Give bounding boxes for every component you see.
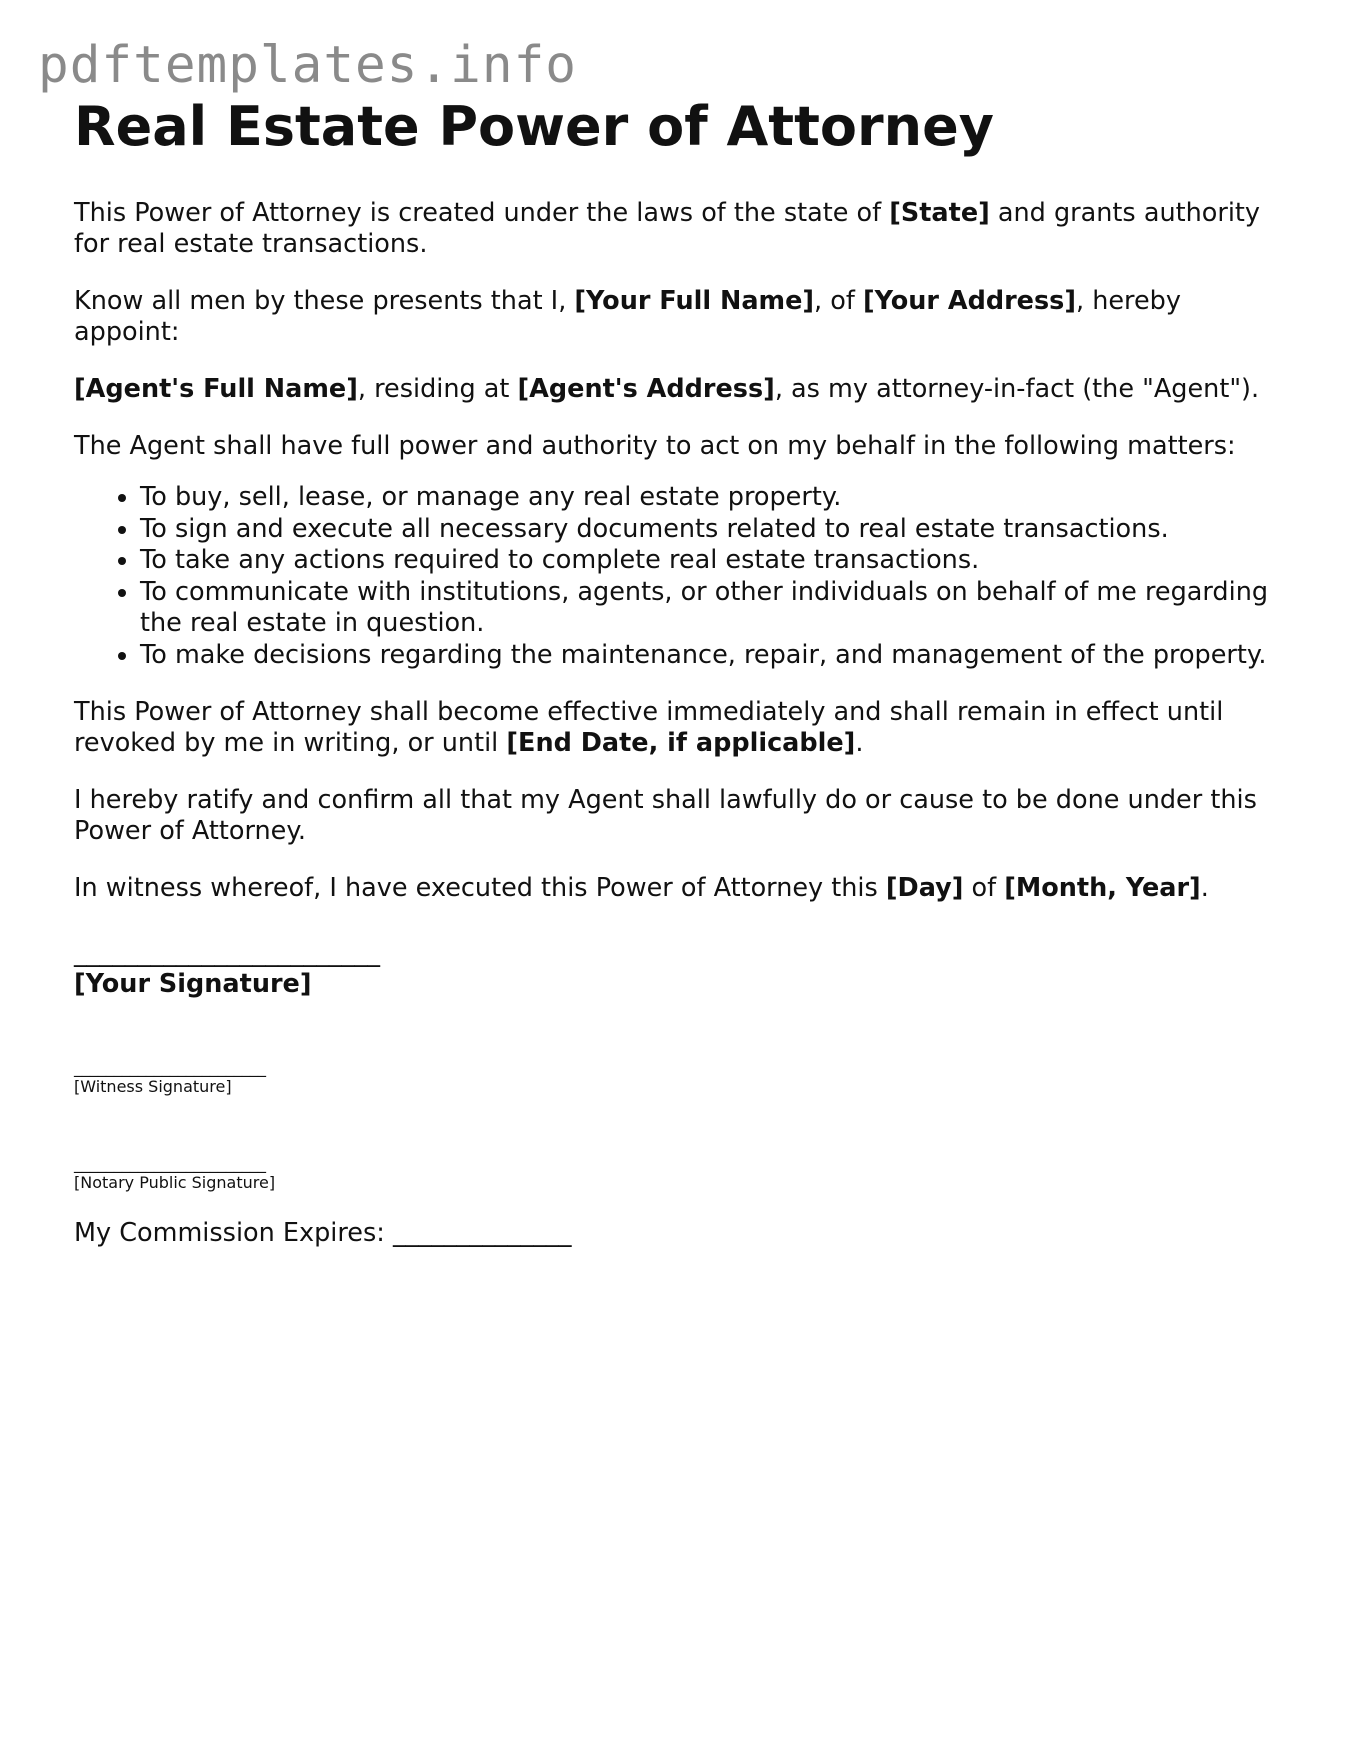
- signature-line[interactable]: ________________________: [74, 1154, 266, 1174]
- paragraph-authority: The Agent shall have full power and authority to act on my behalf in the following matters:: [74, 431, 1236, 462]
- paragraph-effective: This Power of Attorney shall become effective immediately and shall remain in effect until revoked by me in writing, or until [End Date, if applicable].: [74, 697, 1224, 759]
- document-page: [74, 96, 1284, 1249]
- field-agent-address: [Agent's Address]: [517, 374, 775, 405]
- commission-expires-blank[interactable]: ______________: [392, 1218, 572, 1249]
- paragraph-agent: [Agent's Full Name], residing at [Agent's Address], as my attorney-in-fact (the "Agent").: [74, 374, 1260, 405]
- your-signature-label: [Your Signature]: [74, 969, 312, 1000]
- field-your-full-name: [Your Full Name]: [574, 286, 815, 317]
- powers-list: [74, 482, 1284, 671]
- notary-signature-block: [74, 1154, 1284, 1192]
- list-item: • To take any actions required to complete real estate transactions.: [140, 545, 1284, 577]
- paragraph-ratify: I hereby ratify and confirm all that my Agent shall lawfully do or cause to be done under this Power of Attorney.: [74, 785, 1257, 847]
- field-agent-full-name: [Agent's Full Name]: [74, 374, 358, 405]
- notary-signature-label: [Notary Public Signature]: [74, 1173, 276, 1193]
- list-item: • To buy, sell, lease, or manage any real estate property.: [140, 482, 1284, 514]
- list-item: • To sign and execute all necessary documents related to real estate transactions.: [140, 514, 1284, 546]
- signature-line[interactable]: ________________________: [74, 1058, 266, 1078]
- watermark: pdftemplates.info: [38, 36, 577, 95]
- field-your-address: [Your Address]: [862, 286, 1076, 317]
- commission-expires: My Commission Expires: ______________: [74, 1218, 572, 1249]
- field-end-date: [End Date, if applicable]: [506, 728, 856, 759]
- your-signature-block: [74, 938, 1284, 1000]
- witness-signature-block: [74, 1058, 1284, 1096]
- list-item: • To communicate with institutions, agents, or other individuals on behalf of me regarding the real estate in question.: [140, 577, 1284, 640]
- witness-signature-label: [Witness Signature]: [74, 1077, 232, 1097]
- field-day: [Day]: [885, 873, 964, 904]
- paragraph-principal: Know all men by these presents that I, [Your Full Name], of [Your Address], hereby appoint:: [74, 286, 1181, 348]
- field-state: [State]: [889, 198, 990, 229]
- list-item: • To make decisions regarding the maintenance, repair, and management of the property.: [140, 640, 1284, 672]
- signature-line[interactable]: ________________________: [74, 938, 380, 969]
- field-month-year: [Month, Year]: [1004, 873, 1201, 904]
- document-title: Real Estate Power of Attorney: [74, 95, 994, 158]
- paragraph-witness: In witness whereof, I have executed this Power of Attorney this [Day] of [Month, Year].: [74, 873, 1209, 904]
- paragraph-state: This Power of Attorney is created under the laws of the state of [State] and grants authority for real estate transactions.: [74, 198, 1261, 260]
